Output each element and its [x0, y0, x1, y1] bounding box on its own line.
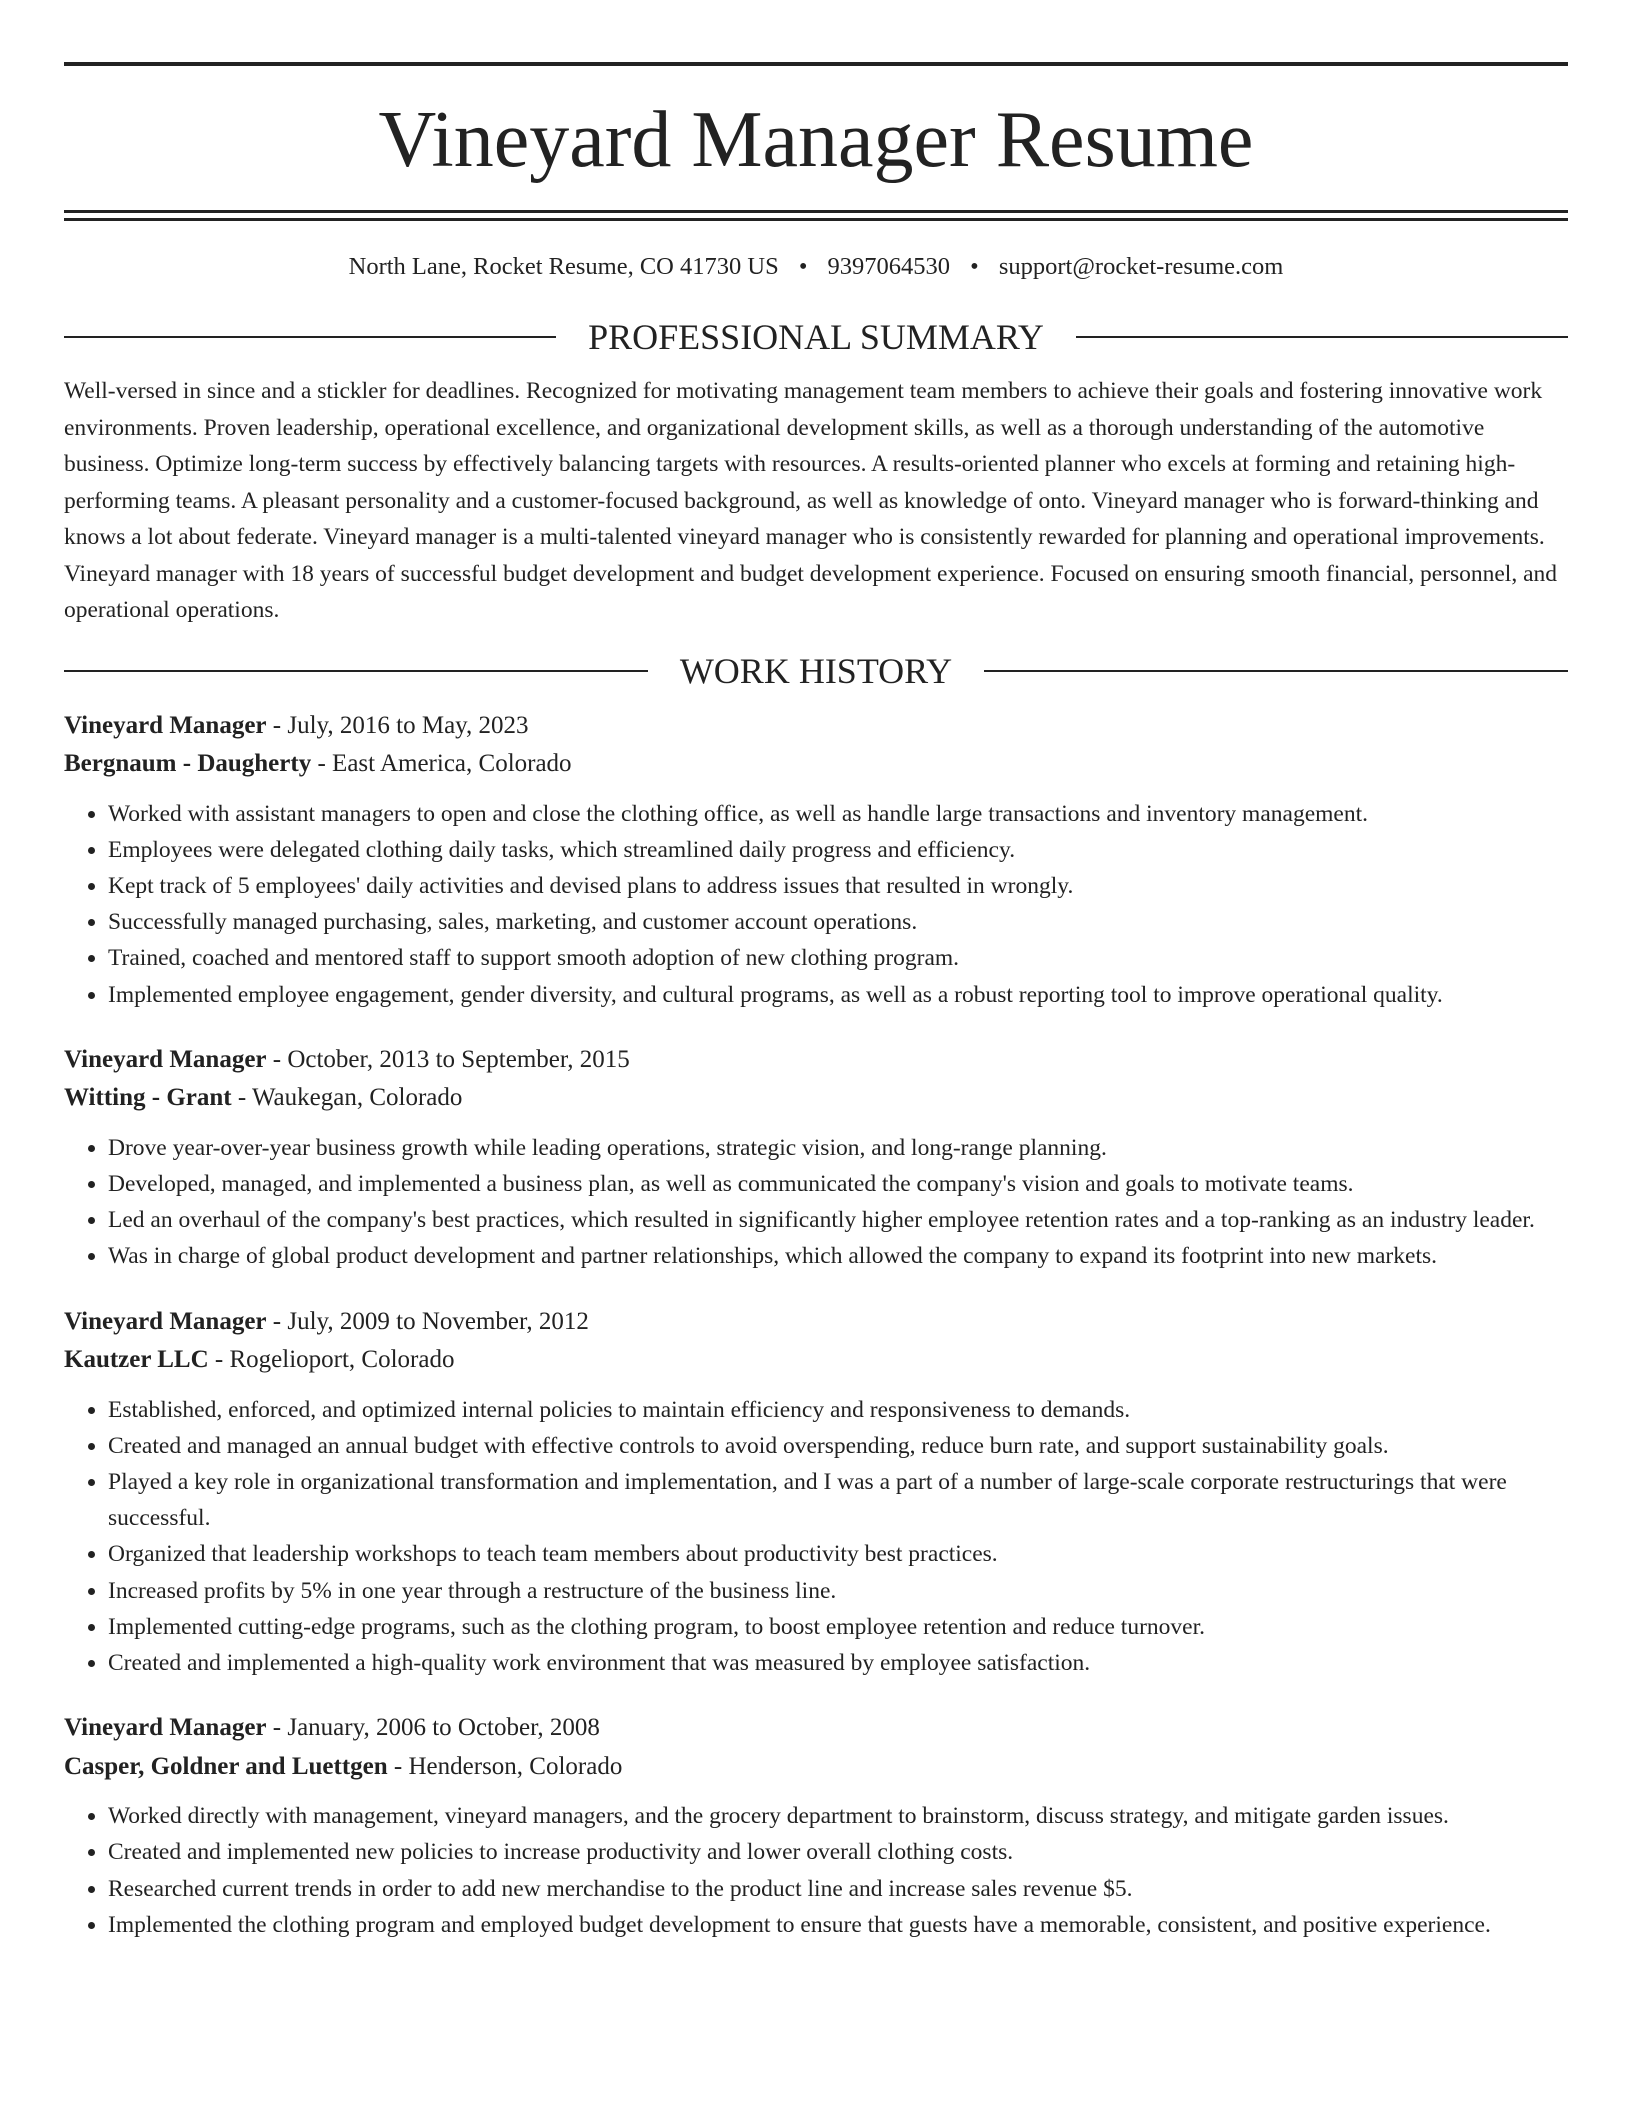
job-entry: [64, 1041, 1568, 1275]
job-entry: [64, 1709, 1568, 1943]
job-title: Vineyard Manager: [64, 711, 267, 739]
job-dates: - July, 2009 to November, 2012: [266, 1307, 589, 1335]
job-bullet: • Developed, managed, and implemented a business plan, as well as communicated the company's vision and goals to motivate teams.: [108, 1166, 1568, 1202]
contact-separator: •: [970, 253, 979, 280]
job-bullet: • Played a key role in organizational transformation and implementation, and I was a part of a number of large-scale corporate restructurings that were successful.: [108, 1464, 1568, 1536]
job-bullet: • Successfully managed purchasing, sales, marketing, and customer account operations.: [108, 904, 1568, 940]
contact-phone: 9397064530: [827, 253, 951, 280]
job-bullets: [64, 1798, 1568, 1943]
job-title: Vineyard Manager: [64, 1045, 267, 1073]
job-location: - East America, Colorado: [311, 750, 572, 777]
work-section-header: [64, 650, 1568, 691]
job-location: - Henderson, Colorado: [387, 1752, 623, 1780]
section-rule-right: [1076, 336, 1568, 338]
job-bullets: [64, 796, 1568, 1013]
professional-summary: Well-versed in since and a stickler for deadlines. Recognized for motivating management team members to achieve their goals and fostering innovative work environments. Proven leadership, operational excellence, and organizational development skills, as well as a thorough understanding of the automotive business. Optimize long-term success by effectively balancing targets with resources. A results-oriented planner who excels at forming and retaining high-performing teams. A pleasant personality and a customer-focused background, as well as knowledge of onto. Vineyard manager who is forward-thinking and knows a lot about federate. Vineyard manager is a multi-talented vineyard manager who is consistently rewarded for planning and operational improvements. Vineyard manager with 18 years of successful budget development and budget development experience. Focused on ensuring smooth financial, personnel, and operational operations.: [64, 378, 1558, 623]
job-bullet: • Increased profits by 5% in one year through a restructure of the business line.: [108, 1573, 1568, 1609]
resume-title: Vineyard Manager Resume: [378, 96, 1254, 184]
job-title-line: [64, 1041, 1568, 1080]
job-location: - Rogelioport, Colorado: [208, 1346, 455, 1374]
work-history-list: [64, 707, 1568, 1943]
contact-line: [64, 253, 1568, 281]
job-bullet: • Organized that leadership workshops to teach team members about productivity best practices.: [108, 1536, 1568, 1572]
job-bullet: • Established, enforced, and optimized internal policies to maintain efficiency and responsiveness to demands.: [108, 1392, 1568, 1428]
top-rule: [64, 62, 1568, 66]
summary-heading: PROFESSIONAL SUMMARY: [588, 317, 1044, 357]
summary-section-header: [64, 319, 1568, 355]
title-double-rule: [64, 210, 1568, 221]
job-bullet: • Employees were delegated clothing daily tasks, which streamlined daily progress and efficiency.: [108, 832, 1568, 868]
job-title: Vineyard Manager: [64, 1714, 267, 1742]
job-title-line: [64, 707, 1568, 746]
section-rule-right: [984, 670, 1568, 672]
job-bullet: • Was in charge of global product development and partner relationships, which allowed the company to expand its footprint into new markets.: [108, 1238, 1568, 1274]
section-rule-left: [64, 670, 648, 672]
job-bullets: [64, 1392, 1568, 1682]
job-entry: [64, 1303, 1568, 1682]
job-bullet: • Drove year-over-year business growth while leading operations, strategic vision, and long-range planning.: [108, 1130, 1568, 1166]
job-company-line: [64, 1341, 1568, 1380]
job-title: Vineyard Manager: [64, 1307, 267, 1335]
job-bullet: • Implemented the clothing program and employed budget development to ensure that guests have a memorable, consistent, and positive experience.: [108, 1907, 1568, 1943]
job-dates: - January, 2006 to October, 2008: [266, 1714, 600, 1742]
job-bullet: • Trained, coached and mentored staff to support smooth adoption of new clothing program.: [108, 940, 1568, 976]
job-bullet: • Led an overhaul of the company's best practices, which resulted in significantly higher employee retention rates and a top-ranking as an industry leader.: [108, 1202, 1568, 1238]
job-company: Casper, Goldner and Luettgen: [64, 1752, 388, 1780]
job-entry: [64, 707, 1568, 1013]
job-location: - Waukegan, Colorado: [231, 1084, 463, 1112]
job-bullets: [64, 1130, 1568, 1275]
job-company-line: [64, 1748, 1568, 1787]
job-dates: - October, 2013 to September, 2015: [266, 1045, 630, 1073]
job-company-line: [64, 1079, 1568, 1118]
job-title-line: [64, 1303, 1568, 1342]
job-bullet: • Worked with assistant managers to open and close the clothing office, as well as handle large transactions and inventory management.: [108, 796, 1568, 832]
job-bullet: • Created and implemented new policies to increase productivity and lower overall clothing costs.: [108, 1834, 1568, 1870]
job-company-line: [64, 745, 1568, 784]
contact-address: North Lane, Rocket Resume, CO 41730 US: [348, 253, 779, 280]
work-heading: WORK HISTORY: [679, 650, 953, 691]
job-bullet: • Kept track of 5 employees' daily activities and devised plans to address issues that resulted in wrongly.: [108, 868, 1568, 904]
job-company: Kautzer LLC: [64, 1346, 209, 1374]
section-rule-left: [64, 336, 556, 338]
job-bullet: • Worked directly with management, vineyard managers, and the grocery department to brainstorm, discuss strategy, and mitigate garden issues.: [108, 1798, 1568, 1834]
job-bullet: • Implemented employee engagement, gender diversity, and cultural programs, as well as a robust reporting tool to improve operational quality.: [108, 977, 1568, 1013]
job-company: Witting - Grant: [64, 1084, 232, 1112]
job-bullet: • Created and implemented a high-quality work environment that was measured by employee satisfaction.: [108, 1645, 1568, 1681]
contact-email: support@rocket-resume.com: [998, 253, 1284, 280]
job-bullet: • Created and managed an annual budget with effective controls to avoid overspending, reduce burn rate, and support sustainability goals.: [108, 1428, 1568, 1464]
job-bullet: • Researched current trends in order to add new merchandise to the product line and increase sales revenue $5.: [108, 1871, 1568, 1907]
contact-separator: •: [798, 253, 808, 280]
job-dates: - July, 2016 to May, 2023: [266, 711, 529, 739]
job-title-line: [64, 1709, 1568, 1748]
job-bullet: • Implemented cutting-edge programs, such as the clothing program, to boost employee retention and reduce turnover.: [108, 1609, 1568, 1645]
job-company: Bergnaum - Daugherty: [64, 750, 312, 777]
